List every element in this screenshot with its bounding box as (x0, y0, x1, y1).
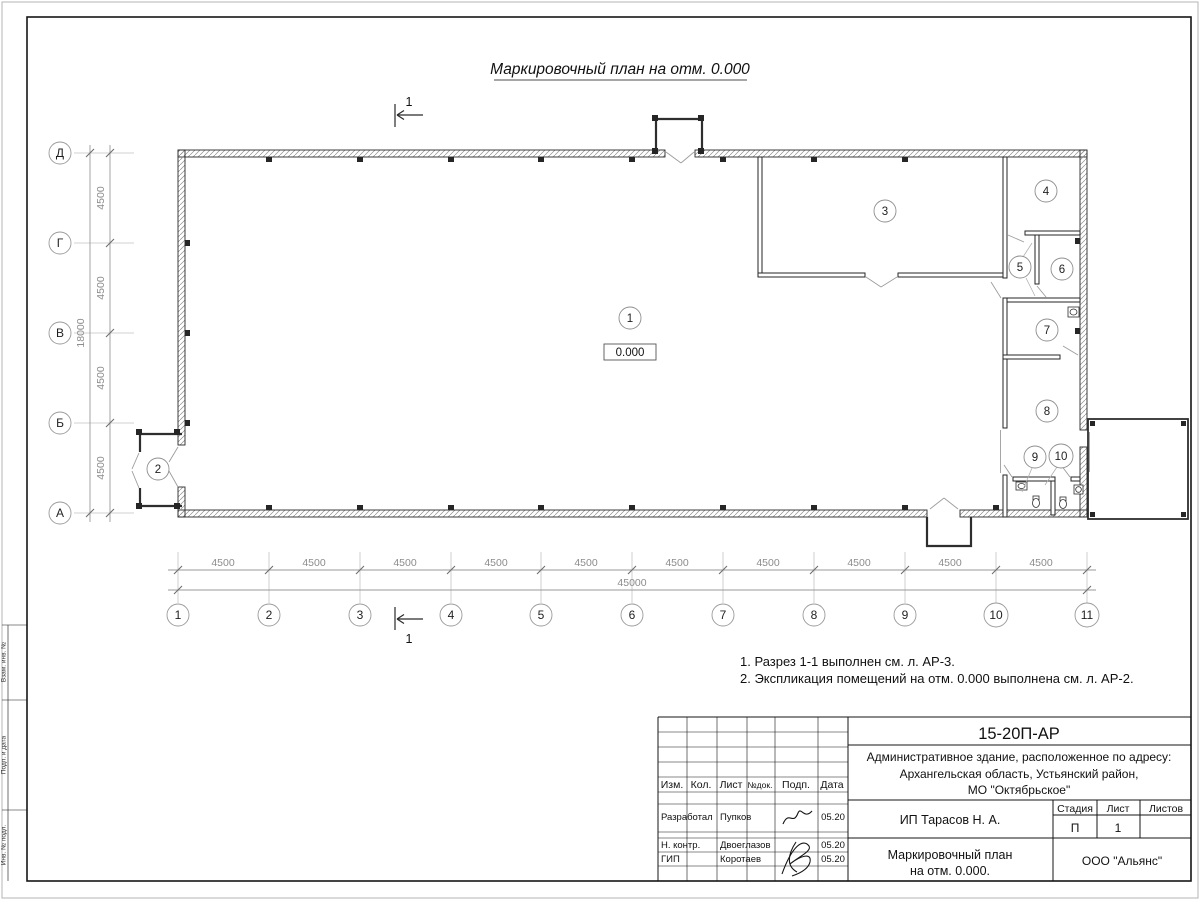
sheet-value: 1 (1114, 821, 1122, 835)
col-izm: Изм. (660, 779, 684, 791)
bottom-porch (927, 517, 971, 546)
address-line: Административное здание, расположенное по адресу: (866, 750, 1172, 764)
svg-text:9: 9 (1031, 452, 1039, 464)
axis-tag (984, 603, 1008, 627)
door-leaves (132, 152, 1090, 509)
svg-text:1: 1 (405, 632, 413, 646)
room-tag (1035, 180, 1057, 202)
row-date: 05.20 (821, 840, 845, 851)
svg-text:Д: Д (55, 146, 65, 160)
svg-text:8: 8 (1043, 406, 1051, 418)
col-ndok: №док. (747, 780, 773, 790)
room-tag (619, 307, 641, 329)
col-kol: Кол. (690, 779, 712, 791)
room-tag (1024, 446, 1046, 468)
dim-label: 4500 (574, 557, 598, 569)
drawing-title-line: на отм. 0.000. (909, 864, 991, 878)
axis-tag (258, 604, 280, 626)
axis-tag (49, 502, 71, 524)
col-podp: Подп. (782, 779, 810, 791)
room-tag (1036, 400, 1058, 422)
room-tag (1051, 258, 1073, 280)
toilet-icon (1060, 497, 1067, 509)
svg-text:3: 3 (881, 206, 889, 218)
svg-text:1: 1 (626, 313, 634, 325)
svg-text:10: 10 (989, 608, 1003, 622)
notes (740, 654, 1134, 686)
stage-label: Стадия (1057, 803, 1093, 815)
dim-label: 4500 (484, 557, 508, 569)
section-mark-top (395, 95, 423, 127)
svg-text:5: 5 (537, 608, 545, 622)
axis-tag (440, 604, 462, 626)
svg-text:4: 4 (1042, 186, 1050, 198)
axis-tag (621, 604, 643, 626)
side-stamp-label: Подп. и дата (0, 735, 8, 775)
svg-text:5: 5 (1016, 262, 1024, 274)
signature-icon (783, 811, 812, 824)
dim-label: 4500 (756, 557, 780, 569)
dim-label: 4500 (95, 366, 107, 390)
row-name: Пупков (720, 812, 752, 823)
room-numbers (147, 180, 1073, 480)
svg-text:3: 3 (356, 608, 364, 622)
terrace (1088, 419, 1188, 519)
client-name: ИП Тарасов Н. А. (899, 813, 1001, 827)
axis-tag (803, 604, 825, 626)
row-name: Двоеглазов (720, 840, 771, 851)
dim-label: 4500 (95, 276, 107, 300)
section-mark-bottom (395, 607, 423, 646)
row-date: 05.20 (821, 812, 845, 823)
note-line: 2. Экспликация помещений на отм. 0.000 выполнена см. л. АР-2. (740, 671, 1134, 686)
dimensions-bottom (168, 552, 1096, 603)
room-tag (1049, 444, 1073, 468)
svg-text:В: В (55, 326, 65, 340)
title-block (658, 717, 1191, 881)
plan-title: Маркировочный план на отм. 0.000 (490, 61, 750, 78)
room-tag (874, 200, 896, 222)
address-line: Архангельская область, Устьянский район, (899, 767, 1139, 781)
room-tag (147, 458, 169, 480)
row-role: Н. контр. (661, 840, 701, 851)
drawing-title-line: Маркировочный план (887, 848, 1013, 862)
doc-number: 15-20П-АР (978, 725, 1060, 743)
dim-label: 4500 (1029, 557, 1053, 569)
svg-text:11: 11 (1080, 608, 1094, 622)
dim-label: 4500 (95, 456, 107, 480)
axis-tag (712, 604, 734, 626)
elevation-mark (604, 344, 656, 360)
svg-text:2: 2 (154, 464, 162, 476)
signature-icon (789, 842, 797, 872)
dimensions-left (74, 145, 134, 522)
dim-label: 4500 (393, 557, 417, 569)
axis-bubbles-left (49, 142, 71, 524)
col-data: Дата (820, 779, 844, 791)
room-tag (1009, 256, 1031, 278)
company-name: ООО "Альянс" (1081, 854, 1163, 868)
svg-text:Б: Б (56, 416, 64, 430)
revision-header (661, 779, 844, 791)
axis-tag (49, 142, 71, 164)
dim-label: 4500 (847, 557, 871, 569)
svg-text:1: 1 (405, 95, 413, 109)
dim-total-label: 18000 (75, 318, 87, 348)
dim-total-label: 45000 (617, 577, 647, 589)
toilet-icon (1033, 496, 1040, 508)
axis-tag (167, 604, 189, 626)
dim-label: 4500 (211, 557, 235, 569)
exterior-walls (178, 150, 1087, 517)
axis-bubbles-bottom (167, 603, 1099, 627)
row-date: 05.20 (821, 854, 845, 865)
col-list: Лист (719, 779, 743, 791)
axis-tag (894, 604, 916, 626)
sheet-label: Лист (1106, 803, 1130, 815)
svg-text:10: 10 (1054, 451, 1068, 463)
svg-text:9: 9 (901, 608, 909, 622)
axis-tag (49, 232, 71, 254)
axis-tag (49, 412, 71, 434)
stage-value: П (1070, 821, 1080, 835)
top-porch (652, 115, 704, 154)
row-role: ГИП (661, 854, 680, 865)
sheets-label: Листов (1148, 803, 1184, 815)
svg-text:7: 7 (1043, 325, 1051, 337)
dim-label: 4500 (302, 557, 326, 569)
address-line: МО "Октябрьское" (967, 783, 1071, 797)
axis-tag (1075, 603, 1099, 627)
svg-text:7: 7 (719, 608, 727, 622)
svg-text:4: 4 (447, 608, 455, 622)
room-tag (1036, 319, 1058, 341)
side-stamp-label: Взам. инв. № (0, 641, 8, 683)
svg-text:1: 1 (174, 608, 182, 622)
svg-text:6: 6 (1058, 264, 1066, 276)
row-name: Коротаев (720, 854, 762, 865)
svg-text:0.000: 0.000 (615, 347, 645, 359)
side-stamp (1, 625, 28, 881)
svg-text:8: 8 (810, 608, 818, 622)
svg-text:А: А (55, 506, 65, 520)
dim-label: 4500 (665, 557, 689, 569)
dim-label: 4500 (95, 186, 107, 210)
svg-text:Г: Г (56, 236, 64, 250)
row-role: Разработал (661, 812, 713, 823)
side-stamp-label: Инв. № подл. (0, 824, 8, 866)
axis-tag (49, 322, 71, 344)
svg-text:2: 2 (265, 608, 273, 622)
sink-icon (1074, 485, 1083, 494)
svg-text:6: 6 (628, 608, 636, 622)
dim-label: 4500 (938, 557, 962, 569)
note-line: 1. Разрез 1-1 выполнен см. л. АР-3. (740, 654, 955, 669)
axis-tag (530, 604, 552, 626)
axis-tag (349, 604, 371, 626)
pilasters (185, 157, 1080, 510)
sink-icon (1068, 307, 1079, 317)
